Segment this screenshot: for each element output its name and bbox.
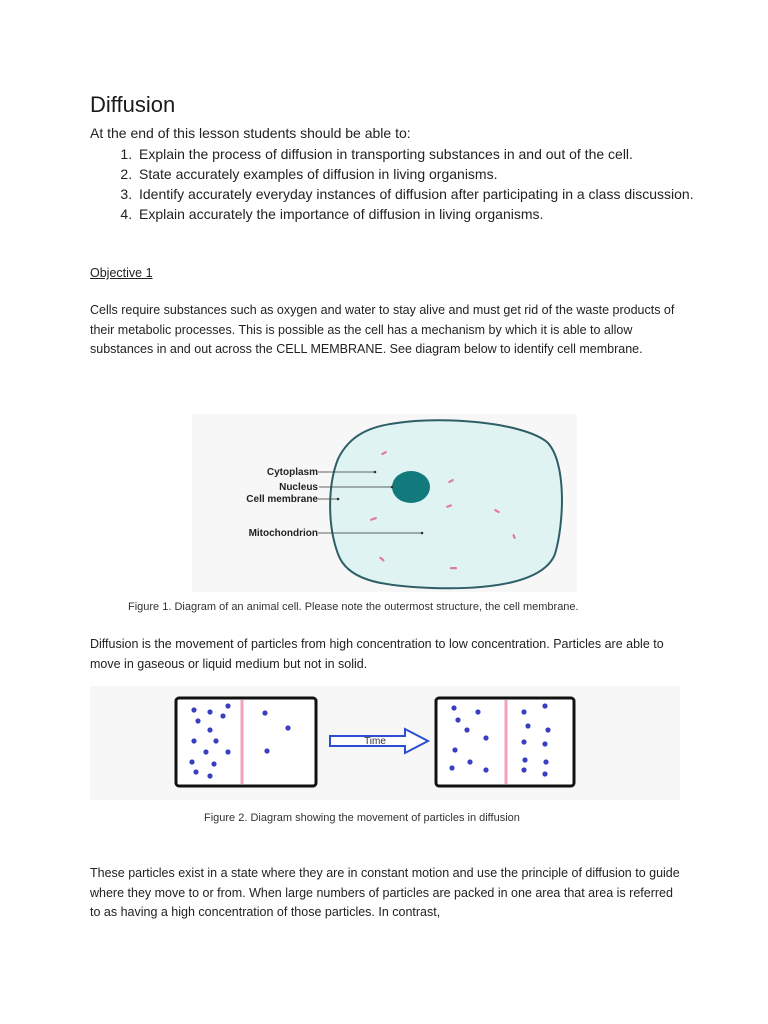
particle: [483, 767, 489, 773]
figure1-caption: Figure 1. Diagram of an animal cell. Please note the outermost structure, the cell membrane.: [128, 601, 579, 613]
particle: [451, 705, 457, 711]
time-label: Time: [364, 736, 386, 747]
animal-cell-diagram: [192, 414, 577, 592]
paragraph-particles: These particles exist in a state where they are in constant motion and use the principle of diffusion to guide where they move to or from. When large numbers of particles are packed in one area that area is referred to as having a high concentration of those particles. In contrast,: [90, 866, 680, 919]
objective-item: 2. State accurately examples of diffusion in living organisms.: [136, 164, 736, 184]
objective-heading: Objective 1: [90, 266, 153, 280]
pointer-dot: [337, 498, 340, 501]
particle: [452, 747, 458, 753]
particle: [522, 757, 528, 763]
pointer-dot: [391, 486, 394, 489]
particle: [542, 741, 548, 747]
particle: [191, 707, 197, 713]
particle: [455, 717, 461, 723]
particle: [211, 761, 217, 767]
objective-item: 3. Identify accurately everyday instances of diffusion after participating in a class discussion.: [136, 184, 736, 204]
diffusion-diagram: [90, 686, 680, 800]
particle: [467, 759, 473, 765]
paragraph-cells: Cells require substances such as oxygen and water to stay alive and must get rid of the waste products of their metabolic processes. This is possible as the cell has a mechanism by which it is able to allow substances in and out across the CELL MEMBRANE. See diagram below to identify cell membrane.: [90, 303, 675, 356]
intro-text: At the end of this lesson students should be able to:: [90, 125, 411, 141]
particle: [225, 749, 231, 755]
particle: [264, 748, 270, 754]
particle: [207, 727, 213, 733]
cell-membrane-shape: [330, 420, 562, 588]
particle: [203, 749, 209, 755]
objective-item: 4. Explain accurately the importance of diffusion in living organisms.: [136, 204, 736, 224]
particle: [213, 738, 219, 744]
particle: [521, 709, 527, 715]
pointer-dot: [374, 471, 377, 474]
nucleus-shape: [392, 471, 430, 503]
objective-item: 1. Explain the process of diffusion in transporting substances in and out of the cell.: [136, 144, 736, 164]
particle: [193, 769, 199, 775]
particle: [521, 739, 527, 745]
particle: [545, 727, 551, 733]
page-title: Diffusion: [90, 92, 176, 117]
particle: [483, 735, 489, 741]
cell-membrane-label: Cell membrane: [246, 494, 318, 505]
particle: [542, 703, 548, 709]
particle: [207, 709, 213, 715]
mitochondrion-label: Mitochondrion: [248, 528, 318, 539]
particle: [449, 765, 455, 771]
cytoplasm-label: Cytoplasm: [266, 467, 318, 478]
particle: [191, 738, 197, 744]
nucleus-label: Nucleus: [279, 482, 318, 493]
particle: [542, 771, 548, 777]
particle: [262, 710, 268, 716]
particle: [521, 767, 527, 773]
particle: [195, 718, 201, 724]
pointer-dot: [421, 532, 424, 535]
particle: [207, 773, 213, 779]
particle: [220, 713, 226, 719]
objectives-list: [90, 144, 736, 224]
mitochondrion-shape: [450, 567, 457, 569]
particle: [543, 759, 549, 765]
particle: [285, 725, 291, 731]
paragraph-diffusion: Diffusion is the movement of particles from high concentration to low concentration. Particles are able to move in gaseous or liquid medium but not in solid.: [90, 637, 664, 671]
figure2-caption: Figure 2. Diagram showing the movement of particles in diffusion: [204, 812, 520, 824]
particle: [464, 727, 470, 733]
particle: [475, 709, 481, 715]
particle: [225, 703, 231, 709]
particle: [189, 759, 195, 765]
particle: [525, 723, 531, 729]
